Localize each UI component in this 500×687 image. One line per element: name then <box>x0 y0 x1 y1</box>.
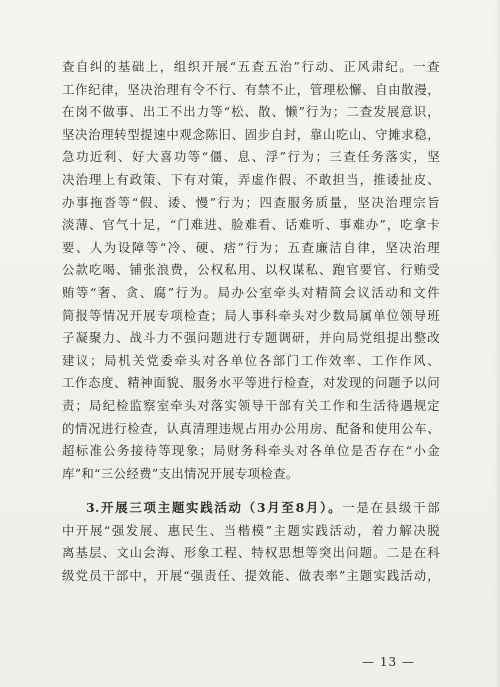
paragraph-line: 中开展“强发展、惠民生、当楷模”主题实践活动，着力解决脱 <box>62 522 440 538</box>
paragraph-line: 决治理上有政策、下有对策，弄虚作假、不敢担当，推诿扯皮、 <box>62 171 440 187</box>
paragraph-line: 责；局纪检监察室牵头对落实领导干部有关工作和生活待遇规定 <box>62 397 440 413</box>
paragraph-line: 公款吃喝、铺张浪费，公权私用、以权谋私、跑官要官、行贿受 <box>62 262 440 278</box>
paragraph-line: 淡薄、官气十足，“门难进、脸难看、话难听、事难办”，吃拿卡 <box>62 217 440 233</box>
paragraph-line: 贿等“奢、贪、腐”行为。局办公室牵头对精简会议活动和文件 <box>62 284 440 300</box>
paragraph-line: 离基层、文山会海、形象工程、特权思想等突出问题。二是在科 <box>62 545 440 561</box>
paragraph-line: 办事拖沓等“假、诿、慢”行为；四查服务质量，坚决治理宗旨 <box>62 194 440 210</box>
paragraph-line: 坚决治理转型提速中观念陈旧、固步自封，靠山吃山、守摊求稳， <box>62 126 440 142</box>
paragraph-line: 在岗不做事、出工不出力等“松、散、懒”行为；二查发展意识， <box>62 104 440 120</box>
scan-edge-shadow <box>494 0 500 687</box>
section-heading-line <box>62 497 440 520</box>
body-text <box>62 56 440 588</box>
paragraph-line: 库”和“三公经费”支出情况开展专项检查。 <box>62 465 299 481</box>
paragraph-line: 子凝聚力、战斗力不强问题进行专题调研，并向局党组提出整改 <box>62 330 440 346</box>
paragraph-line: 工作纪律，坚决治理有令不行、有禁不止，管理松懈、自由散漫， <box>62 81 440 97</box>
paragraph-line: 查自纠的基础上，组织开展“五查五治”行动、正风肃纪。一查 <box>62 59 440 74</box>
paragraph-line: 级党员干部中，开展“强责任、提效能、做表率”主题实践活动， <box>62 568 440 584</box>
paragraph-line: 建议；局机关党委牵头对各单位各部门工作效率、工作作风、 <box>62 352 440 368</box>
paragraph-line: 急功近利、好大喜功等“僵、息、浮”行为；三查任务落实，坚 <box>62 149 440 165</box>
section-heading: 3.开展三项主题实践活动（3月至8月）。 <box>86 500 343 516</box>
page-number: — 13 — <box>362 655 415 669</box>
paragraph-line: 要、人为设障等“冷、硬、痞”行为；五查廉洁自律，坚决治理 <box>62 239 440 255</box>
section-heading-rest: 一是在县级干部 <box>342 500 440 516</box>
paragraph-line: 超标准公务接待等现象；局财务科牵头对各单位是否存在“小金 <box>62 443 440 459</box>
paragraph-line: 工作态度、精神面貌、服务水平等进行检查，对发现的问题予以问 <box>62 375 440 391</box>
paragraph-line: 简报等情况开展专项检查；局人事科牵头对少数局属单位领导班 <box>62 307 440 323</box>
paragraph-line: 的情况进行检查，认真清理违规占用办公用房、配备和使用公车、 <box>62 420 440 436</box>
